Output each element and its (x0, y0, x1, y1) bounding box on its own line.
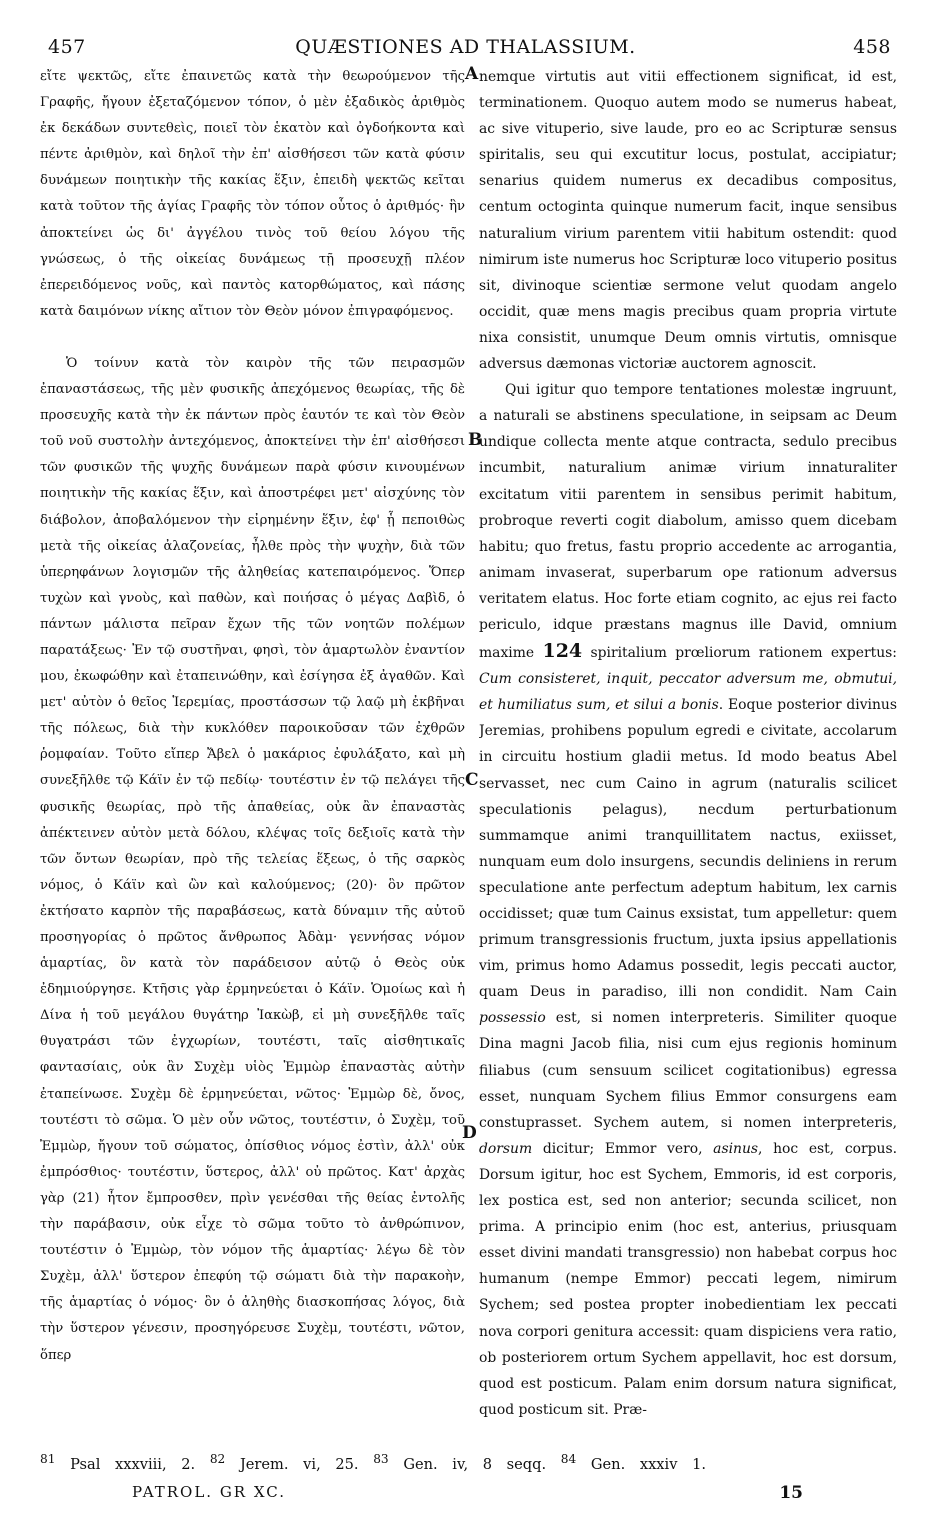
footnote-number: 82 (209, 1452, 226, 1466)
page-number-left: 457 (48, 36, 86, 58)
footnote (209, 1452, 359, 1473)
margin-marker-a: A (465, 64, 479, 84)
italic-term: dorsum (479, 1140, 533, 1157)
latin-text-run: spiritalium prœliorum rationem expertus: (590, 645, 897, 662)
footnote-text: Gen. iv, 8 seqq. (403, 1455, 547, 1473)
footnote-text: Psal xxxviii, 2. (70, 1455, 196, 1473)
latin-paragraph-1: nemque virtutis aut vitii effectionem significat, id est, terminationem. Quoquo autem modo se numerus habeat, ac sive vituperio, sive laude, pro eo ac Scripturæ sensus spiritalis, seu qui excutitur locus, postulat, accipiatur; senarius quidem numerus ex decadibus compositus, centum octoginta quinque numerum facit, inque sensibus naturalium virium parentem vitii habitum ostendit: quod nimirum iste numerus hoc Scripturæ loco vituperio positus sit, divinoque scientiæ sermone velut quodam angelo occidit, quæ mens magis precibus quam propria virtute nixa consistit, unumque Deum omnis virtutis, omnisque adversus dæmonas victoriæ auctorem agnoscit. (479, 69, 897, 373)
signature-mark: PATROL. GR XC. (132, 1483, 286, 1501)
footnotes (40, 1452, 900, 1473)
latin-text-run: , hoc est, corpus. Dorsum igitur, hoc est Sychem, Emmoris, id est corporis, lex postica est, sed non anterior; secunda scilicet, non prima. A principio enim (hoc est, anterius, priusquam esset divini mandati transgressio) non habebat corpus hoc humanum (nempe Emmor) peccati legem, nimirum Sychem; sed postea propter inobedientiam lex peccati nova corpori genitura accessit: quam dispiciens vera ratio, ob posteriorem ortum Sychem appellavit, hoc est dorsum, quod est posticum. Palam enim dorsum natura significat, quod posticum sit. Præ- (479, 1140, 897, 1418)
latin-text-run: est, si nomen interpreteris. Similiter quoque Dina magni Jacob filia, nisi cum ejus regionis hominum filiabus (cum sensuum scilicet cogitationibus) egressa esset, nunquam Sychem filius Emmor consurgens eam constuprasset. Sychem autem, si nomen interpreteris, (479, 1010, 897, 1131)
margin-marker-d: D (462, 1123, 477, 1143)
footnote-text: Jerem. vi, 25. (239, 1455, 359, 1473)
latin-text-run: . Eoque posterior divinus Jeremias, prohibens populum egredi e civitate, accolarum in circuitu hostium gladii metus. Id modo beatus Abel servasset, nec cum Caino in agrum (naturalis scilicet speculationis pelagus), necdum perturbationum summamque animi tranquillitatem nactus, exiisset, nunquam eum dolo insurgens, secundis deliniens in rerum speculatione ante perfectum adeptum habitum, lex carnis occidisset; quæ tum Cainus exsistat, tum appelletur: quem primum transgressionis fructum, juxta ipsius appellationis vim, primus homo Adamus possedit, legis peccati auctor, quam Deus in paradiso, illi non condidit. Nam Cain (479, 697, 897, 1001)
latin-paragraph-2 (479, 377, 897, 1423)
column-number: 124 (542, 640, 583, 663)
latin-text-run: Qui igitur quo tempore tentationes molestæ ingruunt, a naturali se abstinens speculatione, in seipsam ac Deum undique collecta mente atque contracta, sedulo precibus incumbit, naturalium animæ virium innaturaliter excitatum vitii parentem in sensibus perimit habitum, probroque reverti cogit diabolum, amisso quem dicebam habitu; quo fretus, fastu proprio accedente ac arrogantia, animam invaserat, superbarum ope rationum adversus veritatem elatus. Hoc forte etiam cognito, ac ejus rei facto periculo, idque præstans magnus ille David, omnium maxime (479, 382, 897, 662)
footnote-text: Gen. xxxiv 1. (590, 1455, 707, 1473)
italic-term: asinus (713, 1140, 759, 1157)
greek-paragraph-2: Ὁ τοίνυν κατὰ τὸν καιρὸν τῆς τῶν πειρασμῶν ἐπαναστάσεως, τῆς μὲν φυσικῆς ἀπεχόμενος θεωρίας, τῆς δὲ προσευχῆς κατὰ τὴν ἐκ πάντων πρὸς ἑαυτόν τε καὶ τὸν Θεὸν τοῦ νοῦ συστολὴν ἀντεχόμενος, ἀποκτείνει τὴν ἐπ' αἰσθήσεσι τῶν φυσικῶν τῆς ψυχῆς δυνάμεων παρὰ φύσιν κινουμένων ποιητικὴν τῆς κακίας ἕξιν, καὶ ἀποστρέφει μετ' αἰσχύνης τὸν διάβολον, ἀποβαλόμενον τὴν εἰρημένην ἕξιν, ἐφ' ᾗ πεποιθὼς μετὰ τῆς οἰκείας ἀλαζονείας, ἦλθε πρὸς τὴν ψυχὴν, διὰ τῶν ὑπερηφάνων λογισμῶν τῆς ἀληθείας κατεπαιρόμενος. Ὅπερ τυχὼν καὶ γνοὺς, καὶ παθὼν, καὶ ποιήσας ὁ μέγας Δαβὶδ, ὁ πάντων μάλιστα πεῖραν ἔχων τῆς τῶν νοητῶν πολέμων παρατάξεως· Ἐν τῷ συστῆναι, φησὶ, τὸν ἁμαρτωλὸν ἐναντίον μου, ἐκωφώθην καὶ ἐταπεινώθην, καὶ ἐσίγησα ἐξ ἀγαθῶν. Καὶ μετ' αὐτὸν ὁ θεῖος Ἱερεμίας, προστάσσων τῷ λαῷ μὴ ἐκβῆναι τῆς πόλεως, διὰ τὴν κυκλόθεν παροικοῦσαν τῶν ἐχθρῶν ῥομφαίαν. Τοῦτο εἴπερ Ἄβελ ὁ μακάριος ἐφυλάξατο, καὶ μὴ συνεξῆλθε τῷ Κάϊν ἐν τῷ πεδίῳ· τουτέστιν ἐν τῷ πελάγει τῆς φυσικῆς θεωρίας, πρὸ τῆς ἀπαθείας, οὐκ ἂν ἐπαναστὰς ἀπέκτεινεν αὐτὸν μετὰ δόλου, κλέψας τοῖς δεξιοῖς κατὰ τὴν τῶν ὄντων θεωρίαν, πρὸ τῆς τελείας ἕξεως, ὁ τῆς σαρκὸς νόμος, ὁ Κάϊν καὶ ὢν καὶ καλούμενος; (20)· ὃν πρῶτον ἐκτήσατο καρπὸν τῆς παραβάσεως, κατὰ δύναμιν τῆς αὐτοῦ προσηγορίας ὁ πρῶτος ἄνθρωπος Ἀδὰμ· γεννήσας νόμον ἁμαρτίας, ὃν κατὰ τὸν παράδεισον αὐτῷ ὁ Θεὸς οὐκ ἐδημιούργησε. Κτῆσις γὰρ ἑρμηνεύεται ὁ Κάϊν. Ὁμοίως καὶ ἡ Δίνα ἡ τοῦ μεγάλου θυγάτηρ Ἰακὼβ, εἰ μὴ συνεξῆλθε ταῖς θυγατράσι τῶν ἐγχωρίων, τουτέστι, ταῖς αἰσθητικαῖς φαντασίαις, οὐκ ἂν Συχὲμ υἱὸς Ἐμμὼρ ἐπαναστὰς αὐτὴν ἐταπείνωσε. Συχὲμ δὲ ἑρμηνεύεται, νῶτος· Ἐμμὼρ δὲ, ὄνος, τουτέστι τὸ σῶμα. Ὁ μὲν οὖν νῶτος, τουτέστιν, ὁ Συχὲμ, τοῦ Ἐμμὼρ, ἤγουν τοῦ σώματος, ὀπίσθιος νόμος ἐστὶν, ἀλλ' οὐκ ἐμπρόσθιος· τουτέστιν, ὕστερος, ἀλλ' οὐ πρῶτος. Κατ' ἀρχὰς γὰρ (21) ἦτον ἔμπροσθεν, πρὶν γενέσθαι τῆς θείας ἐντολῆς τὴν παράβασιν, οὐκ εἶχε τὸ σῶμα τοῦτο τὸ ἀνθρώπινον, τουτέστιν ὁ Ἐμμὼρ, τὸν νόμον τῆς ἁμαρτίας· λέγω δὲ τὸν Συχὲμ, ἀλλ' ὕστερον ἐπεφύη τῷ σώματι διὰ τὴν παρακοὴν, τῆς ἁμαρτίας ὁ νόμος· ὃν ὁ ἀληθὴς διασκοπήσας λόγος, διὰ τὴν ὕστερον γένεσιν, προσηγόρευσε Συχὲμ, τουτέστι, νῶτον, ὅπερ (40, 355, 465, 1363)
greek-paragraph-1: εἴτε ψεκτῶς, εἴτε ἐπαινετῶς κατὰ τὴν θεωρούμενον τῆς Γραφῆς, ἤγουν ἐξεταζόμενον τόπον, ὁ μὲν ἐξαδικὸς ἀριθμὸς ἐκ δεκάδων συντεθεὶς, ποιεῖ τὸν ἑκατὸν καὶ ὀγδοήκοντα καὶ πέντε ἀριθμὸν, καὶ δηλοῖ τὴν ἐπ' αἰσθήσεσι τῶν κατὰ φύσιν δυνάμεων ποιητικὴν τῆς κακίας ἕξιν, ἐπειδὴ ψεκτῶς κεῖται κατὰ τοῦτον τῆς ἁγίας Γραφῆς τὸν τόπον οὗτος ὁ ἀριθμός· ἣν ἀποκτείνει ὡς δι' ἀγγέλου τινὸς τοῦ θείου λόγου τῆς γνώσεως, ὁ τῆς οἰκείας δυνάμεως τῇ προσευχῇ πλέον ἐπερειδόμενος νοῦς, καὶ παντὸς κατορθώματος, καὶ πάσης κατὰ δαιμόνων νίκης αἴτιον τὸν Θεὸν μόνον ἐπιγραφόμενος. (40, 69, 465, 319)
footnote (373, 1452, 547, 1473)
running-title: QUÆSTIONES AD THALASSIUM. (295, 36, 636, 58)
latin-column (479, 64, 897, 1434)
page-number-right: 458 (853, 36, 891, 58)
signature-number: 15 (779, 1483, 803, 1503)
footnote-number: 83 (373, 1452, 389, 1466)
footnote (40, 1452, 196, 1473)
greek-column (40, 64, 465, 1434)
margin-marker-c: C (465, 770, 479, 790)
margin-marker-b: B (468, 430, 483, 450)
footnote-number: 84 (560, 1452, 577, 1466)
latin-text-run: dicitur; Emmor vero, (542, 1140, 703, 1157)
footnote (560, 1452, 707, 1473)
italic-term: possessio (479, 1010, 546, 1027)
footnote-number: 81 (40, 1452, 56, 1466)
scripture-quote: Cum consisteret, inquit, peccator adversum me, obmutui, et humiliatus sum, et silui a bonis (479, 671, 897, 714)
